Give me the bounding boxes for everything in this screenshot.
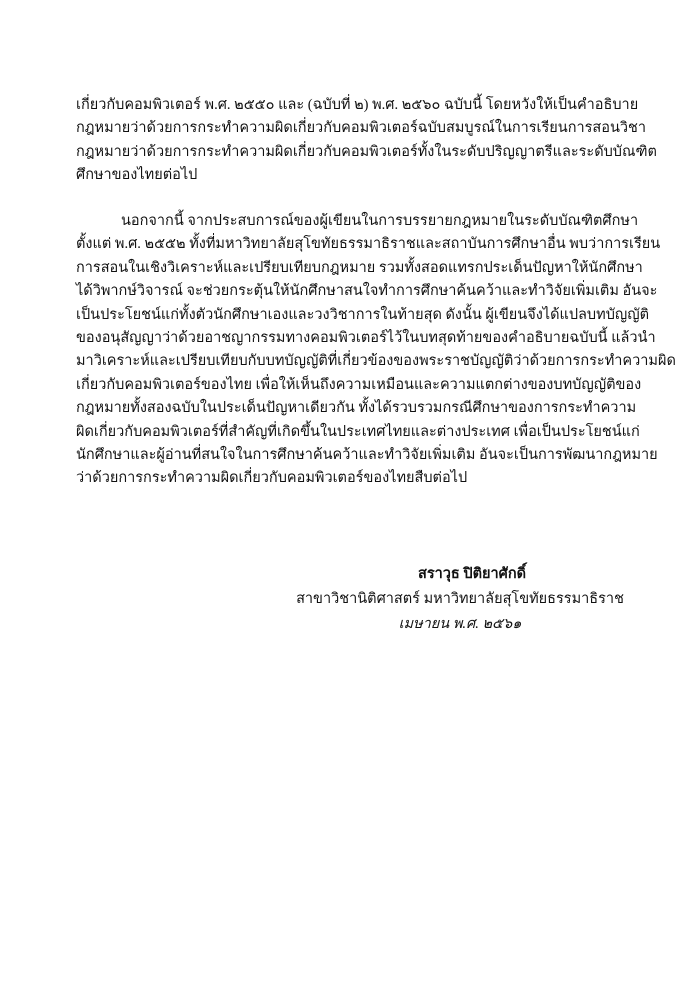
text-line: กฎหมายว่าด้วยการกระทำความผิดเกี่ยวกับคอมพิวเตอร์ฉบับสมบูรณ์ในการเรียนการสอนวิชา [76, 120, 647, 137]
text-line: เกี่ยวกับคอมพิวเตอร์ พ.ศ. ๒๕๕๐ และ (ฉบับที่ ๒) พ.ศ. ๒๕๖๐ ฉบับนี้ โดยหวังให้เป็นคำอธิบาย [76, 97, 639, 113]
text-line: ของอนุสัญญาว่าด้วยอาชญากรรมทางคอมพิวเตอร์ไว้ในบทสุดท้ายของคำอธิบายฉบับนี้ แล้วนำ [76, 329, 656, 346]
text-line: เกี่ยวกับคอมพิวเตอร์ของไทย เพื่อให้เห็นถึงความเหมือนและความแตกต่างของบทบัญญัติของ [76, 376, 642, 393]
text-line: เป็นประโยชน์แก่ทั้งตัวนักศึกษาเองและวงวิชาการในท้ายสุด ดังนั้น ผู้เขียนจึงได้แปลบทบัญญัติ [76, 306, 650, 323]
paragraph-1 [76, 94, 657, 188]
text-line: กฎหมายว่าด้วยการกระทำความผิดเกี่ยวกับคอมพิวเตอร์ทั้งในระดับปริญญาตรีและระดับบัณฑิต [76, 143, 657, 160]
text-line: ผิดเกี่ยวกับคอมพิวเตอร์ที่สำคัญที่เกิดขึ้นในประเทศไทยและต่างประเทศ เพื่อเป็นประโยชน์แก่ [76, 423, 640, 440]
author-affiliation: สาขาวิชานิติศาสตร์ มหาวิทยาลัยสุโขทัยธรรมาธิราช [296, 591, 624, 607]
signature-date: เมษายน พ.ศ. ๒๕๖๑ [398, 616, 522, 632]
text-line: ศึกษาของไทยต่อไป [76, 167, 198, 184]
text-line: การสอนในเชิงวิเคราะห์และเปรียบเทียบกฎหมาย รวมทั้งสอดแทรกประเด็นปัญหาให้นักศึกษา [76, 259, 643, 276]
text-line: ว่าด้วยการกระทำความผิดเกี่ยวกับคอมพิวเตอร์ของไทยสืบต่อไป [76, 470, 468, 487]
text-line: นอกจากนี้ จากประสบการณ์ของผู้เขียนในการบรรยายกฎหมายในระดับบัณฑิตศึกษา [121, 213, 639, 229]
text-line: มาวิเคราะห์และเปรียบเทียบกับบทบัญญัติที่เกี่ยวข้องของพระราชบัญญัติว่าด้วยการกระทำความผิด [76, 353, 676, 370]
text-line: ได้วิพากษ์วิจารณ์ จะช่วยกระตุ้นให้นักศึกษาสนใจทำการศึกษาค้นคว้าและทำวิจัยเพิ่มเติม อันจะ [76, 283, 658, 300]
text-line: กฎหมายทั้งสองฉบับในประเด็นปัญหาเดียวกัน ทั้งได้รวบรวมกรณีศึกษาของการกระทำความ [76, 400, 637, 417]
text-line: นักศึกษาและผู้อ่านที่สนใจในการศึกษาค้นคว้าและทำวิจัยเพิ่มเติม อันจะเป็นการพัฒนากฎหมาย [76, 446, 658, 463]
paragraph-2 [76, 210, 676, 491]
text-line: ตั้งแต่ พ.ศ. ๒๕๕๒ ทั้งที่มหาวิทยาลัยสุโขทัยธรรมาธิราชและสถาบันการศึกษาอื่น พบว่าการเรียน [76, 236, 661, 253]
author-name: สราวุธ ปิติยาศักดิ์ [417, 566, 527, 582]
